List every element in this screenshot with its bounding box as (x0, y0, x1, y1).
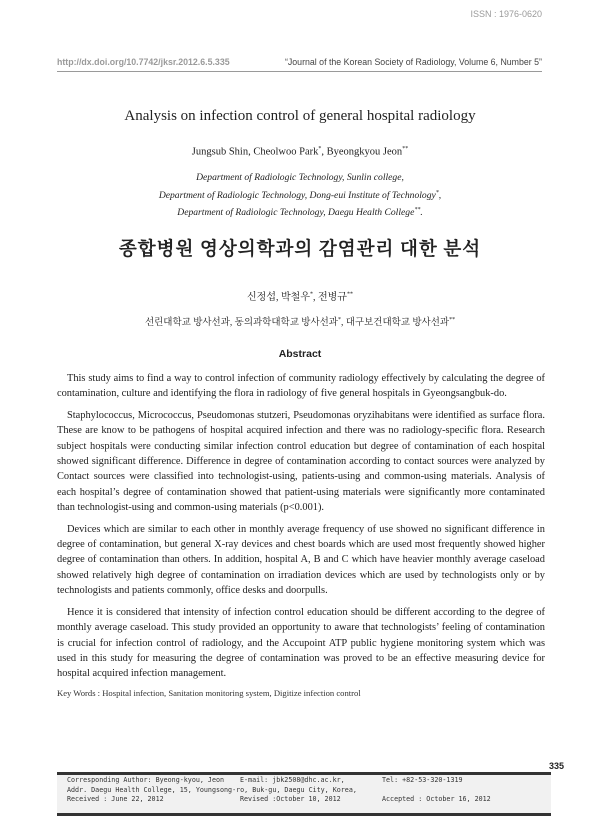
abstract-paragraph-1: This study aims to find a way to control infection of community radiology effectively by calculating the degree of contamination, culture and identifying the flora in radiology of five general hospitals in Gyeongsangbuk-do. (57, 373, 545, 400)
journal-citation: “Journal of the Korean Society of Radiology, Volume 6, Number 5” (284, 57, 542, 67)
author-list: Jungsub Shin, Cheolwoo Park*, Byeongkyou Jeon** (191, 146, 409, 158)
korean-affiliations: 선린대학교 방사선과, 동의과학대학교 방사선과*, 대구보건대학교 방사선과** (144, 316, 456, 328)
affiliation-2: Department of Radiologic Technology, Dong-eui Institute of Technology*, (158, 189, 442, 201)
affiliation-1: Department of Radiologic Technology, Sunlin college, (196, 172, 404, 183)
affiliations (0, 170, 600, 221)
korean-title: 종합병원 영상의학과의 감염관리 대한 분석 (118, 240, 482, 260)
abstract-paragraph-3: Devices which are similar to each other in monthly average frequency of use showed no significant difference in degree of contamination, but general X-ray devices and chest boards which are used most frequently showed higher degree of contamination than others. In addition, hospital A, B and C which have heavier monthly average caseload showed relatively high degree of contamination on irradiation devices which are used by technologists only or by technologists and patients commonly, office desks and doorpulls. (57, 523, 545, 597)
footer-row-contact: Corresponding Author: Byeong-kyou, Jeon E-mail: jbk2508@dhc.ac.kr, Tel: +82-53-320-1319 (67, 776, 463, 784)
paper-title: Analysis on infection control of general hospital radiology (124, 108, 476, 124)
page-number: 335 (548, 761, 564, 771)
affiliation-3: Department of Radiologic Technology, Daegu Health College**. (177, 207, 423, 219)
running-header (57, 57, 542, 72)
korean-author-list: 신정섭, 박철우*, 전병규** (247, 291, 353, 303)
footer-row-dates: Received : June 22, 2012 Revised :October 10, 2012 Accepted : October 16, 2012 (67, 795, 491, 803)
issn-number: ISSN : 1976-0620 (470, 9, 542, 19)
doi-link[interactable]: http://dx.doi.org/10.7742/jksr.2012.6.5.335 (57, 57, 230, 67)
correspondence-box (57, 772, 551, 816)
footer-row-address: Addr. Daegu Health College, 15, Youngsong-ro, Buk-gu, Daegu City, Korea, (67, 785, 357, 794)
abstract-paragraph-2: Staphylococcus, Micrococcus, Pseudomonas stutzeri, Pseudomonas oryzihabitans were identified as surface flora. These are know to be pathogens of hospital acquired infection and there was no radiology-specific flora. Research subject hospitals were conducting similar infection control education but degree of contamination of each hospital showed significant difference. Difference in degree of contamination according to contact sources were analyzed by Contact sources were classified into technologist-using, patients-using and common-using materials. Analysis of each hospital’s degree of contamination showed that patient-using materials were significantly more contaminated than technologist-using and common-using materials (p<0.001). (57, 409, 545, 514)
abstract-heading: Abstract (278, 348, 322, 360)
abstract-body (57, 371, 545, 688)
abstract-paragraph-4: Hence it is considered that intensity of infection control education should be different according to the degree of monthly average caseload. This study provided an opportunity to aware that technologists’ feeling of contamination is crucial for infection control of radiology, and the Accupoint ATP public hygiene monitoring system which was used in this study for measuring the degree of contamination was proved to be an effective measuring device for hospital acquired infection management. (57, 606, 545, 680)
key-words: Key Words : Hospital infection, Sanitation monitoring system, Digitize infection control (57, 688, 361, 698)
